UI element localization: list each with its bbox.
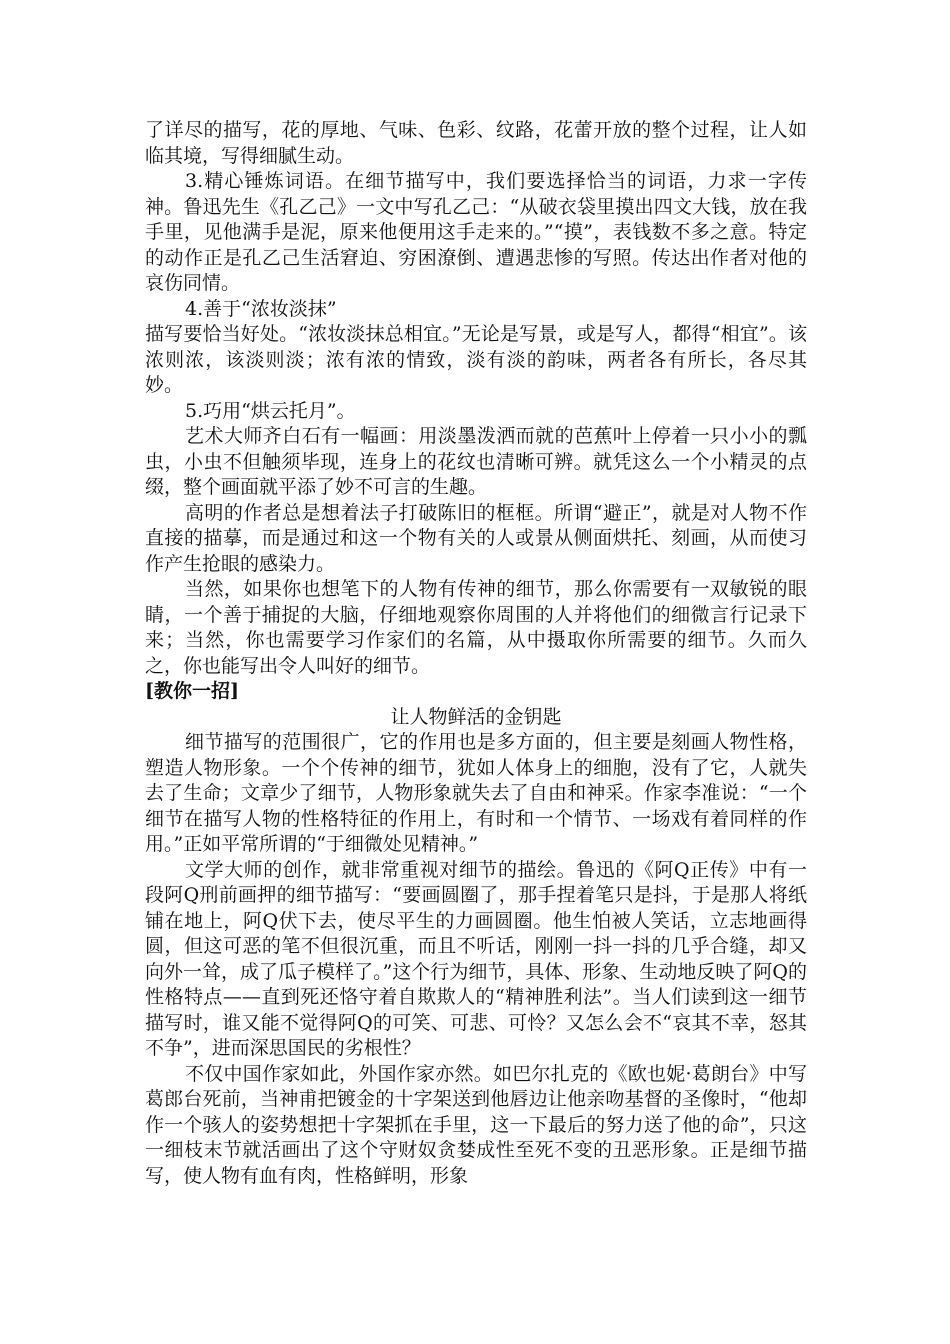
paragraph: 3.精心锤炼词语。在细节描写中，我们要选择恰当的词语，力求一字传神。鲁迅先生《孔乙己》一文中写孔乙己：“从破衣袋里摸出四文大钱，放在我手里，见他满手是泥，原来他便用这手走来的。”“摸”，表钱数不多之意。特定的动作正是孔乙己生活窘迫、穷困潦倒、遭遇悲惨的写照。传达出作者对他的哀伤同情。 bbox=[145, 170, 807, 294]
paragraph: 4.善于“浓妆淡抹” bbox=[185, 297, 337, 320]
paragraph: 描写要恰当好处。“浓妆淡抹总相宜。”无论是写景，或是写人，都得“相宜”。该浓则浓，该淡则淡；浓有浓的情致，淡有淡的韵味，两者各有所长，各尽其妙。 bbox=[145, 323, 807, 396]
article-title: 让人物鲜活的金钥匙 bbox=[390, 705, 562, 728]
section-heading: [教你一招] bbox=[145, 680, 239, 702]
paragraph: 了详尽的描写，花的厚地、气味、色彩、纹路，花蕾开放的整个过程，让人如临其境，写得细腻生动。 bbox=[145, 119, 807, 167]
paragraph: 文学大师的创作，就非常重视对细节的描绘。鲁迅的《阿Q正传》中有一段阿Q刑前画押的细节描写：“要画圆圈了，那手捏着笔只是抖，于是那人将纸铺在地上，阿Q伏下去，使尽平生的力画圆圈。他生怕被人笑话，立志地画得圆，但这可恶的笔不但很沉重，而且不听话，刚刚一抖一抖的几乎合缝，却又向外一耸，成了瓜子模样了。”这个行为细节，具体、形象、生动地反映了阿Q的性格特点——直到死还恪守着自欺欺人的“精神胜利法”。当人们读到这一细节描写时，谁又能不觉得阿Q的可笑、可悲、可怜？又怎么会不“哀其不幸，怒其不争”，进而深思国民的劣根性？ bbox=[145, 858, 807, 1059]
document-body bbox=[145, 118, 807, 1189]
paragraph: 当然，如果你也想笔下的人物有传神的细节，那么你需要有一双敏锐的眼睛，一个善于捕捉的大脑，仔细地观察你周围的人并将他们的细微言行记录下来；当然，你也需要学习作家们的名篇，从中摄取你所需要的细节。久而久之，你也能写出令人叫好的细节。 bbox=[145, 578, 807, 677]
paragraph: 不仅中国作家如此，外国作家亦然。如巴尔扎克的《欧也妮·葛朗台》中写葛郎台死前，当神甫把镀金的十字架送到他唇边让他亲吻基督的圣像时，“他却作一个骇人的姿势想把十字架抓在手里，这一下最后的努力送了他的命”，只这一细枝末节就活画出了这个守财奴贪婪成性至死不变的丑恶形象。正是细节描写，使人物有血有肉，性格鲜明，形象 bbox=[145, 1062, 807, 1187]
paragraph: 细节描写的范围很广，它的作用也是多方面的，但主要是刻画人物性格，塑造人物形象。一个个传神的细节，犹如人体身上的细胞，没有了它，人就失去了生命；文章少了细节，人物形象就失去了自由和神采。作家李准说：“一个细节在描写人物的性格特征的作用上，有时和一个情节、一场戏有着同样的作用。”正如平常所谓的“于细微处见精神。” bbox=[145, 731, 807, 855]
paragraph: 艺术大师齐白石有一幅画：用淡墨泼洒而就的芭蕉叶上停着一只小小的瓢虫，小虫不但触须毕现，连身上的花纹也清晰可辨。就凭这么一个小精灵的点缀，整个画面就平添了妙不可言的生趣。 bbox=[145, 425, 807, 498]
paragraph: 5.巧用“烘云托月”。 bbox=[185, 399, 356, 422]
paragraph: 高明的作者总是想着法子打破陈旧的框框。所谓“避正”，就是对人物不作直接的描摹，而是通过和这一个物有关的人或景从侧面烘托、刻画，从而使习作产生抢眼的感染力。 bbox=[145, 501, 807, 575]
